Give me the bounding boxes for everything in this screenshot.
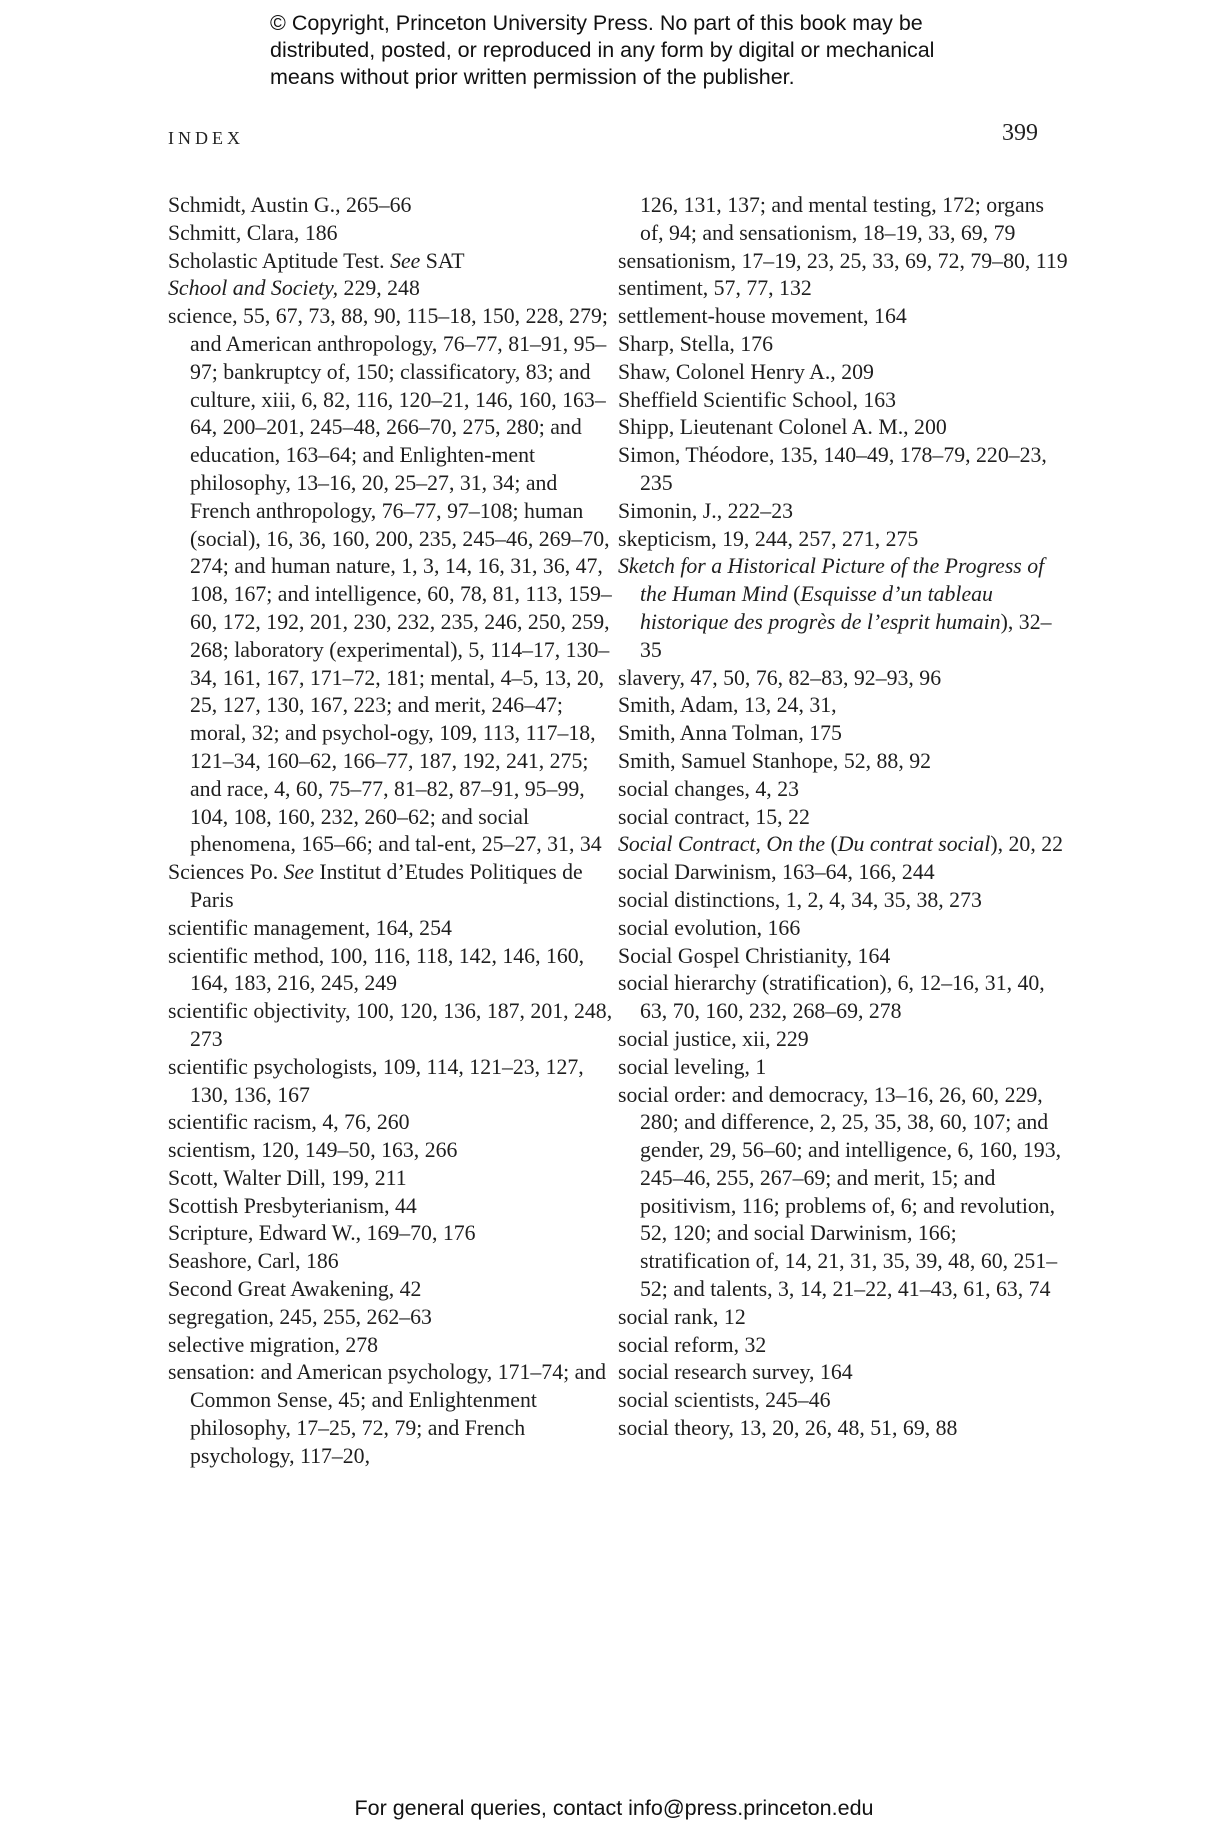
index-entry-text: Sharp, Stella, 176	[618, 331, 773, 356]
footer-contact: For general queries, contact info@press.princeton.edu	[354, 1796, 874, 1820]
index-entry-text: Smith, Anna Tolman, 175	[618, 721, 842, 746]
index-entry	[168, 998, 618, 1054]
index-entry	[168, 1054, 618, 1110]
index-entry-text: Simonin, J., 222–23	[618, 498, 794, 523]
index-entry-text: Second Great Awakening, 42	[168, 1277, 422, 1302]
index-entry-italic-text: See	[283, 860, 314, 885]
index-entry-text: Institut d’Etudes Politiques de Paris	[190, 860, 583, 912]
index-entry	[168, 220, 618, 248]
index-entry-text: social research survey, 164	[618, 1360, 853, 1385]
index-entry-text: Seashore, Carl, 186	[168, 1249, 339, 1274]
index-entry-italic-text: Du contrat social	[837, 832, 991, 857]
page-number: 399	[1002, 120, 1038, 146]
index-entry-text: Shaw, Colonel Henry A., 209	[618, 359, 874, 384]
index-entry-text: ), 32–35	[640, 609, 1052, 662]
index-entry-italic-text: See	[390, 248, 421, 273]
index-entry	[618, 748, 1068, 776]
index-entry	[168, 859, 618, 915]
index-entry-text: Scottish Presbyterianism, 44	[168, 1193, 417, 1218]
index-entry	[168, 1165, 618, 1193]
index-entry-text: social order: and democracy, 13–16, 26, 60, 229, 280; and difference, 2, 25, 35, 38, 60, 107; and gender, 29, 56–60; and intelligence, 6, 160, 193, 245–46, 255, 267–69; and merit, 15; and positivism, 116; problems of, 6; and revolution, 52, 120; and social Darwinism, 166; stratification of, 14, 21, 31, 35, 39, 48, 60, 251–52; and talents, 3, 14, 21–22, 41–43, 61, 63, 74	[618, 1082, 1062, 1302]
index-entry-text: Scott, Walter Dill, 199, 211	[168, 1165, 407, 1190]
index-entry-text: Scholastic Aptitude Test.	[168, 248, 391, 273]
index-entry	[618, 859, 1068, 887]
index-entry-text: Simon, Théodore, 135, 140–49, 178–79, 220–23, 235	[618, 443, 1047, 495]
index-entry-italic-text: Esquisse d’un tableau historique des progrès de l’esprit humain	[640, 582, 1001, 634]
index-entry-text: slavery, 47, 50, 76, 82–83, 92–93, 96	[618, 665, 942, 690]
index-entry-text: sensation: and American psychology, 171–74; and Common Sense, 45; and Enlightenment philosophy, 17–25, 72, 79; and French psychology, 117–20,	[168, 1360, 607, 1468]
index-entry-text: social distinctions, 1, 2, 4, 34, 35, 38, 273	[618, 887, 982, 912]
index-entry-text: scientism, 120, 149–50, 163, 266	[168, 1138, 458, 1163]
index-entry	[168, 192, 618, 220]
index-entry-text: scientific racism, 4, 76, 260	[168, 1110, 410, 1135]
index-entry-text: scientific method, 100, 116, 118, 142, 146, 160, 164, 183, 216, 245, 249	[168, 943, 585, 996]
index-entry-text: Schmitt, Clara, 186	[168, 220, 338, 245]
index-entry-text: Smith, Adam, 13, 24, 31,	[618, 693, 837, 718]
index-entry-text: social leveling, 1	[618, 1054, 767, 1079]
index-entry	[618, 692, 1068, 720]
index-entry	[168, 1193, 618, 1221]
index-entry-text: social hierarchy (stratification), 6, 12–16, 31, 40, 63, 70, 160, 232, 268–69, 278	[618, 971, 1045, 1024]
copyright-notice	[270, 10, 1030, 91]
index-entry-text: scientific psychologists, 109, 114, 121–23, 127, 130, 136, 167	[168, 1054, 584, 1107]
index-entry	[618, 387, 1068, 415]
index-entry-text: (	[825, 832, 838, 857]
index-entry-text: Scripture, Edward W., 169–70, 176	[168, 1221, 476, 1246]
index-entry	[618, 1026, 1068, 1054]
index-entry	[618, 553, 1068, 664]
index-entry-text: scientific objectivity, 100, 120, 136, 187, 201, 248, 273	[168, 999, 613, 1051]
index-entry	[618, 665, 1068, 693]
index-entry	[168, 1276, 618, 1304]
index-entry-text: Schmidt, Austin G., 265–66	[168, 193, 412, 217]
index-entry	[618, 192, 1068, 248]
index-entry	[618, 1415, 1068, 1443]
index-entry-text: Smith, Samuel Stanhope, 52, 88, 92	[618, 748, 932, 773]
index-entry	[168, 248, 618, 276]
index-entry	[618, 943, 1068, 971]
index-entry-text: Sciences Po.	[168, 860, 284, 885]
index-entry	[168, 303, 618, 859]
index-entry	[618, 1304, 1068, 1332]
index-entry-text: Shipp, Lieutenant Colonel A. M., 200	[618, 415, 947, 440]
index-entry-text: social evolution, 166	[618, 915, 801, 940]
index-entry	[618, 776, 1068, 804]
index-entry	[618, 1082, 1068, 1304]
index-entry	[618, 1387, 1068, 1415]
index-entry-text: social justice, xii, 229	[618, 1026, 809, 1051]
index-entry-text: social changes, 4, 23	[618, 776, 799, 801]
index-entry	[168, 1332, 618, 1360]
index-entry-text: social reform, 32	[618, 1332, 767, 1357]
index-entry-text: ), 20, 22	[990, 832, 1064, 857]
copyright-line: © Copyright, Princeton University Press. No part of this book may be	[270, 11, 923, 35]
index-column-left	[168, 192, 618, 1471]
index-entry	[618, 1054, 1068, 1082]
copyright-line: distributed, posted, or reproduced in any form by digital or mechanical	[270, 38, 935, 62]
index-entry-italic-text: School and Society,	[168, 276, 339, 301]
index-entry	[618, 915, 1068, 943]
index-entry	[618, 720, 1068, 748]
index-entry-text: 229, 248	[338, 276, 420, 301]
index-entry	[618, 275, 1068, 303]
index-entry-text: skepticism, 19, 244, 257, 271, 275	[618, 526, 919, 551]
copyright-line: means without prior written permission of the publisher.	[270, 65, 795, 89]
index-entry-italic-text: Social Contract, On the	[618, 832, 826, 857]
index-entry-text: sentiment, 57, 77, 132	[618, 276, 812, 301]
index-entry-text: social Darwinism, 163–64, 166, 244	[618, 860, 935, 885]
index-entry	[618, 303, 1068, 331]
index-entry	[168, 1359, 618, 1470]
index-entry	[618, 498, 1068, 526]
index-entry	[168, 1304, 618, 1332]
index-entry	[618, 831, 1068, 859]
index-entry	[168, 1248, 618, 1276]
index-entry-text: sensationism, 17–19, 23, 25, 33, 69, 72, 79–80, 119	[618, 248, 1068, 273]
index-entry-text: social scientists, 245–46	[618, 1388, 831, 1413]
index-entry	[618, 1332, 1068, 1360]
index-entry	[168, 1220, 618, 1248]
index-entry-text: (	[787, 582, 801, 607]
index-entry	[618, 1359, 1068, 1387]
index-entry-text: Social Gospel Christianity, 164	[618, 943, 891, 968]
index-entry	[618, 887, 1068, 915]
index-entry-text: social contract, 15, 22	[618, 804, 810, 829]
index-entry-text: scientific management, 164, 254	[168, 915, 452, 940]
index-entry	[168, 943, 618, 999]
index-entry	[168, 275, 618, 303]
index-entry	[168, 1109, 618, 1137]
index-entry-text: 126, 131, 137; and mental testing, 172; organs of, 94; and sensationism, 18–19, 33, 69, 79	[640, 193, 1045, 245]
index-entry-text: SAT	[420, 248, 465, 273]
index-entry-text: segregation, 245, 255, 262–63	[168, 1304, 432, 1329]
index-entry-text: social rank, 12	[618, 1304, 746, 1329]
index-entry	[618, 804, 1068, 832]
index-entry-text: selective migration, 278	[168, 1332, 379, 1357]
index-entry-text: Sheffield Scientific School, 163	[618, 387, 897, 412]
index-entry	[618, 248, 1068, 276]
index-entry	[618, 359, 1068, 387]
index-entry-text: settlement-house movement, 164	[618, 304, 907, 329]
index-entry	[618, 331, 1068, 359]
index-entry	[618, 414, 1068, 442]
index-entry-text: social theory, 13, 20, 26, 48, 51, 69, 88	[618, 1416, 958, 1441]
running-head: INDEX	[168, 128, 244, 148]
index-column-right	[618, 192, 1068, 1443]
index-entry-italic-text: Sketch for a Historical Picture of the Progress of the Human Mind	[618, 554, 1045, 607]
index-entry-text: science, 55, 67, 73, 88, 90, 115–18, 150, 228, 279; and American anthropology, 76–77, 81–91, 95–97; bankruptcy of, 150; classificatory, 83; and culture, xiii, 6, 82, 116, 120–21, 146, 160, 163–64, 200–201, 245–48, 266–70, 275, 280; and education, 163–64; and Enlighten-ment philosophy, 13–16, 20, 25–27, 31, 34; and French anthropology, 76–77, 97–108; human (social), 16, 36, 160, 200, 235, 245–46, 269–70, 274; and human nature, 1, 3, 14, 16, 31, 36, 47, 108, 167; and intelligence, 60, 78, 81, 113, 159–60, 172, 192, 201, 230, 232, 235, 246, 250, 259, 268; laboratory (experimental), 5, 114–17, 130–34, 161, 167, 171–72, 181; mental, 4–5, 13, 20, 25, 127, 130, 167, 223; and merit, 246–47; moral, 32; and psychol-ogy, 109, 113, 117–18, 121–34, 160–62, 166–77, 187, 192, 241, 275; and race, 4, 60, 75–77, 81–82, 87–91, 95–99, 104, 108, 160, 232, 260–62; and social phenomena, 165–66; and tal-ent, 25–27, 31, 34	[168, 304, 612, 857]
index-entry	[168, 915, 618, 943]
index-entry	[618, 970, 1068, 1026]
index-entry	[618, 526, 1068, 554]
index-entry	[618, 442, 1068, 498]
index-entry	[168, 1137, 618, 1165]
